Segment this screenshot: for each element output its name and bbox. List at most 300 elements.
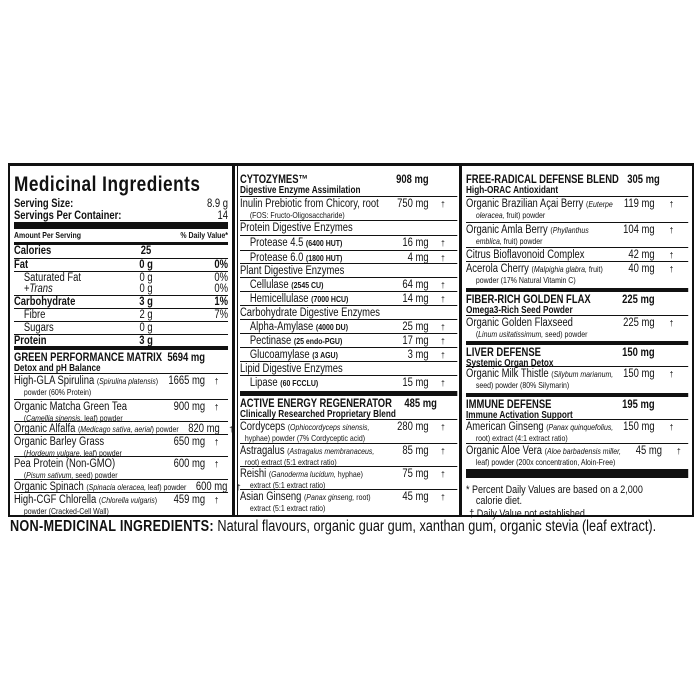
text-segment: Spinacia oleracea, (88, 482, 147, 492)
ingredient-amount: 45 mg (635, 445, 662, 457)
nutrient-amount: 3 g (139, 335, 153, 347)
ingredient-name (14, 402, 164, 413)
blend-amount: 150 mg (622, 347, 655, 359)
nutrient-daily-value: 0% (214, 259, 229, 271)
ingredient-amount: 750 mg (397, 198, 429, 210)
ingredient-amount: 45 mg (402, 491, 429, 503)
ingredient-row (240, 251, 457, 264)
footnote-line: * Percent Daily Values are based on a 2,000 (466, 484, 643, 496)
ingredient-detail (14, 506, 164, 516)
text-segment: Citrus Bioflavonoid Complex (466, 249, 585, 261)
nutrient-amount: 25 (140, 245, 152, 257)
text-segment: ( (77, 424, 81, 434)
blend-amount: 195 mg (622, 399, 655, 411)
ingredient-amount: 4 mg (407, 252, 429, 264)
nutrient-amount: 0 g (139, 259, 153, 271)
ingredient-name-block (466, 199, 614, 222)
column-divider (237, 166, 238, 515)
ingredient-detail (466, 380, 614, 390)
ingredient-detail (466, 433, 614, 443)
blend-subtitle: Systemic Organ Detox (466, 358, 554, 369)
text-segment: powder (Cracked-Cell Wall) (23, 506, 109, 516)
nutrition-row (14, 259, 228, 272)
ingredient-amount: 25 mg (402, 321, 429, 333)
nutrition-row (14, 245, 228, 259)
ingredient-row (240, 334, 457, 348)
ingredient-row (14, 493, 228, 514)
ingredient-detail: (3 AGU) (312, 350, 338, 360)
ingredient-row (14, 400, 228, 422)
dagger-mark: † (669, 319, 674, 328)
ingredient-row (14, 435, 228, 457)
spacer (655, 400, 689, 421)
ingredient-name-block (14, 437, 164, 458)
text-segment: Organic Milk Thistle (466, 368, 552, 380)
text-segment: Panax quinquefolius, (548, 422, 614, 432)
ingredient-name (14, 424, 179, 435)
text-segment: hyphae) (335, 469, 363, 479)
divider-bar (14, 222, 228, 229)
dagger-mark: † (441, 351, 445, 360)
text-segment: Phyllanthus (552, 225, 589, 235)
ingredient-amount: 150 mg (623, 421, 655, 433)
blend-name-block (14, 353, 164, 374)
nutrient-name: +Trans (23, 283, 53, 295)
dagger-mark: † (441, 200, 445, 209)
ingredient-amount: 459 mg (173, 494, 206, 506)
ingredient-row (466, 248, 688, 262)
enzyme-group-heading: Plant Digestive Enzymes (240, 264, 457, 278)
text-segment: Acerola Cherry (466, 263, 532, 275)
ingredient-amount: 3 mg (407, 349, 429, 361)
ingredient-amount: 17 mg (402, 335, 429, 347)
serving-value: 14 (217, 210, 229, 222)
blend-name-block (240, 399, 396, 420)
text-segment: Linum usitatissimum, (478, 329, 544, 339)
ingredient-name (240, 469, 388, 480)
text-segment: ( (475, 329, 479, 339)
ingredient-name (240, 446, 388, 457)
dagger-mark: † (229, 425, 233, 434)
ingredient-row (466, 316, 688, 341)
text-segment: powder (17% Natural Vitamin C) (475, 275, 576, 285)
spacer (655, 295, 689, 316)
ingredient-name (240, 253, 388, 264)
ingredient-row (240, 292, 457, 306)
serving-info-row (14, 198, 228, 210)
blend-amount: 225 mg (622, 294, 655, 306)
ingredient-name-block (466, 422, 614, 443)
ingredient-name (466, 250, 614, 261)
ingredient-name (466, 225, 614, 236)
ingredient-name-block (240, 378, 388, 391)
column-nutrition-green-matrix (14, 168, 241, 516)
spacer (429, 175, 458, 196)
text-segment: fruit) powder (501, 236, 543, 246)
ingredient-name-block (14, 482, 186, 493)
text-segment: ( (23, 448, 27, 458)
nutrient-daily-value: 0% (214, 272, 229, 284)
ingredient-name-block (466, 264, 614, 288)
text-segment: Cordyceps (240, 421, 288, 433)
text-segment: ( (303, 492, 307, 502)
ingredient-name-block (466, 318, 614, 341)
text-segment: seed) powder (73, 470, 118, 480)
ingredient-name-block (14, 424, 179, 435)
nutrient-daily-value: 7% (214, 309, 229, 321)
ingredient-detail: (25 endo-PGU) (293, 336, 343, 346)
nutrient-amount: 0 g (139, 283, 153, 295)
text-segment: leaf) powder (82, 413, 123, 423)
ingredient-name (466, 369, 614, 380)
text-segment: ( (86, 482, 89, 492)
text-segment: ( (268, 469, 272, 479)
text-segment: Organic Spinach (14, 481, 87, 493)
text-segment: Organic Alfalfa (14, 423, 78, 435)
blend-name: FIBER-RICH GOLDEN FLAX (466, 294, 591, 306)
text-segment: ( (23, 470, 27, 480)
ingredient-amount: 280 mg (397, 421, 429, 433)
blend-header (14, 350, 228, 374)
ingredient-name (466, 264, 614, 275)
text-segment: Euterpe (588, 199, 613, 209)
text-segment: Chlorella vulgaris (101, 495, 155, 505)
ingredient-row (14, 374, 228, 400)
ingredient-name-block (240, 322, 388, 333)
blend-subtitle: High-ORAC Antioxidant (466, 185, 559, 196)
amount-header-row (14, 229, 228, 242)
ingredient-name (240, 350, 388, 361)
ingredient-name-block (240, 350, 388, 361)
dagger-mark: † (441, 470, 445, 479)
dagger-mark: † (441, 447, 445, 456)
dagger-mark: † (441, 323, 445, 332)
text-segment: Pisum sativum, (26, 470, 74, 480)
text-segment: hyphae) powder (7% Cordyceptic acid) (244, 433, 366, 443)
medicinal-ingredients-panel (8, 163, 694, 520)
blend-subtitle: Clinically Researched Proprietary Blend (240, 409, 396, 420)
nutrition-row (14, 272, 228, 283)
enzyme-group-heading: Carbohydrate Digestive Enzymes (240, 306, 457, 320)
ingredient-name-block (240, 336, 388, 347)
ingredient-amount: 119 mg (623, 198, 655, 210)
text-segment: leaf) powder (200x concentration, Aloin-Free) (475, 457, 616, 467)
ingredient-amount: 104 mg (623, 224, 655, 236)
ingredient-amount: 16 mg (402, 237, 429, 249)
ingredient-label: Protease 4.5 (249, 237, 306, 249)
ingredient-amount: 650 mg (173, 436, 206, 448)
text-segment: seed) powder (543, 329, 588, 339)
nutrient-name: Carbohydrate (14, 296, 76, 308)
ingredient-row (14, 457, 228, 480)
ingredient-name-block (466, 250, 614, 261)
nutrition-row (14, 283, 228, 296)
blend-header (466, 397, 688, 420)
enzyme-group-heading: Protein Digestive Enzymes (240, 221, 457, 236)
ingredient-name-block (240, 469, 388, 490)
text-segment: oleracea, (475, 210, 505, 220)
text-segment: root) extract (5:1 extract ratio) (244, 457, 337, 467)
blend-amount: 908 mg (396, 174, 429, 186)
ingredient-name-block (240, 238, 388, 250)
dagger-mark: † (669, 200, 674, 209)
ingredient-name (466, 199, 614, 210)
text-segment: ( (287, 422, 291, 432)
ingredient-name (240, 422, 388, 433)
dagger-mark: † (236, 483, 241, 492)
nutrient-name: Fibre (23, 309, 46, 321)
dagger-mark: † (214, 496, 219, 505)
blend-amount: 305 mg (627, 174, 660, 186)
ingredient-row (240, 197, 457, 221)
ingredient-row (240, 376, 457, 391)
nutrition-row (14, 335, 228, 346)
text-segment: ( (96, 376, 100, 386)
nutrient-name: Fat (14, 259, 29, 271)
ingredient-name-block (466, 225, 614, 247)
ingredient-row (466, 420, 688, 444)
blend-amount: 485 mg (404, 398, 437, 410)
ingredient-name-block (14, 459, 164, 480)
text-segment: ( (546, 422, 549, 432)
ingredient-amount: 64 mg (402, 279, 429, 291)
text-segment: Reishi (240, 468, 269, 480)
blend-name-block (466, 295, 614, 316)
spacer (660, 175, 694, 196)
text-segment: Organic Golden Flaxseed (466, 317, 573, 329)
ingredient-row (466, 197, 688, 223)
text-segment: ( (550, 225, 553, 235)
ingredient-detail (466, 210, 614, 220)
column-cytozymes-energy (240, 168, 457, 515)
ingredient-name-block (240, 446, 388, 467)
dagger-mark: † (441, 493, 445, 502)
text-segment: extract (5:1 extract ratio) (249, 503, 326, 513)
non-medicinal-label: NON-MEDICINAL INGREDIENTS: (10, 518, 214, 535)
text-segment: seed) powder (80% Silymarin) (475, 380, 570, 390)
ingredient-amount: 1665 mg (168, 375, 206, 387)
blend-name: CYTOZYMES™ (240, 174, 308, 186)
ingredient-name-block (240, 422, 388, 443)
ingredient-detail: (4000 DU) (315, 322, 349, 332)
dagger-mark: † (669, 226, 674, 235)
blend-header (466, 292, 688, 316)
nutrient-daily-value: 0% (214, 283, 229, 295)
ingredient-amount: 600 mg (195, 481, 228, 493)
ingredient-detail (466, 236, 614, 246)
ingredient-detail (14, 387, 164, 397)
ingredient-row (466, 444, 688, 469)
non-medicinal-ingredients (10, 518, 656, 536)
blend-name-block (466, 348, 614, 369)
ingredient-label: Hemicellulase (249, 293, 312, 305)
spacer (655, 348, 689, 369)
ingredient-name-block (14, 402, 164, 423)
non-medicinal-text: Natural flavours, organic guar gum, xanthan gum, organic stevia (leaf extract). (213, 518, 657, 535)
ingredient-amount: 600 mg (173, 458, 206, 470)
text-segment: Malpighia glabra, (533, 264, 587, 274)
ingredient-label: Cellulase (249, 279, 292, 291)
ingredient-name (14, 437, 164, 448)
dagger-mark: † (441, 379, 445, 388)
ingredient-amount: 15 mg (402, 377, 429, 389)
text-segment: leaf) powder (81, 448, 122, 458)
ingredient-row (466, 223, 688, 248)
ingredient-row (14, 422, 233, 435)
ingredient-name (240, 280, 388, 291)
dagger-mark: † (441, 254, 445, 263)
ingredient-name-block (14, 495, 164, 516)
ingredient-name (14, 376, 164, 387)
ingredient-name (240, 378, 388, 389)
text-segment: ( (98, 495, 102, 505)
serving-info-row (14, 210, 228, 222)
dagger-mark: † (214, 438, 219, 447)
blend-subtitle: Immune Activation Support (466, 410, 573, 421)
nutrient-amount: 3 g (139, 296, 153, 308)
ingredient-name-block (240, 199, 388, 220)
ingredient-row (240, 236, 457, 251)
text-segment: fruit) powder (504, 210, 546, 220)
ingredient-detail (14, 413, 164, 423)
dagger-mark: † (676, 447, 681, 456)
text-segment: Asian Ginseng (240, 491, 304, 503)
footnote-line: calorie diet. (475, 495, 522, 507)
text-segment: emblica, (475, 236, 502, 246)
ingredient-detail (466, 329, 614, 339)
panel-title: Medicinal Ingredients (14, 173, 201, 196)
text-segment: Ophiocordyceps sinensis, (290, 422, 370, 432)
footnote-line: † Daily Value not established. (469, 508, 588, 520)
text-segment: Organic Brazilian Açai Berry (466, 198, 587, 210)
ingredient-detail: (60 FCCLU) (280, 378, 319, 388)
ingredient-amount: 42 mg (628, 249, 655, 261)
ingredient-row (240, 420, 457, 444)
blend-header (466, 168, 688, 197)
text-segment: High-CGF Chlorella (14, 494, 99, 506)
text-segment: Organic Aloe Vera (466, 445, 545, 457)
ingredient-detail (466, 275, 614, 285)
ingredient-row (240, 320, 457, 334)
text-segment: Ganoderma lucidum, (271, 469, 336, 479)
text-segment: Organic Amla Berry (466, 224, 551, 236)
text-segment: Hordeum vulgare, (26, 448, 82, 458)
ingredient-name (14, 482, 186, 493)
nutrient-daily-value (155, 322, 228, 335)
blend-name-block (240, 175, 388, 196)
column-divider (232, 166, 235, 515)
blend-header (240, 396, 457, 420)
dagger-mark: † (669, 370, 674, 379)
ingredient-name (240, 238, 388, 249)
ingredient-row (240, 444, 457, 467)
blend-name: ACTIVE ENERGY REGENERATOR (240, 398, 392, 410)
ingredient-label: Protease 6.0 (249, 252, 306, 264)
ingredient-name-block (14, 376, 164, 399)
text-segment: ) (154, 495, 158, 505)
nutrient-name: Calories (14, 245, 52, 257)
blend-name: IMMUNE DEFENSE (466, 399, 552, 411)
text-segment: American Ginseng (466, 421, 547, 433)
blend-header (240, 168, 457, 197)
amount-per-serving-label: Amount Per Serving (14, 230, 82, 240)
text-segment: Panax ginseng, (306, 492, 355, 502)
ingredient-name-block (466, 369, 614, 393)
text-segment: Inulin Prebiotic from Chicory, root (240, 198, 379, 210)
text-segment: Pea Protein (Non-GMO) (14, 458, 116, 470)
text-segment: ) (155, 376, 159, 386)
blend-subtitle: Digestive Enzyme Assimilation (240, 185, 361, 196)
text-segment: Organic Matcha Green Tea (14, 401, 128, 413)
ingredient-detail: (7000 HCU) (311, 294, 349, 304)
text-segment: Astragalus membranaceus, (289, 446, 375, 456)
serving-value: 8.9 g (207, 198, 229, 210)
nutrient-daily-value: 1% (214, 296, 229, 308)
text-segment: ( (586, 199, 589, 209)
text-segment: fruit) (586, 264, 603, 274)
ingredient-name (240, 199, 388, 210)
ingredient-detail (466, 457, 621, 467)
ingredient-name (240, 492, 388, 503)
dagger-mark: † (669, 251, 674, 260)
ingredient-detail: (2545 CU) (291, 280, 324, 290)
text-segment: Organic Barley Grass (14, 436, 105, 448)
ingredient-detail (240, 457, 388, 467)
ingredient-label: Glucoamylase (249, 349, 313, 361)
text-segment: powder (60% Protein) (23, 387, 92, 397)
serving-label: Servings Per Container: (14, 210, 122, 222)
ingredient-detail (14, 448, 164, 458)
text-segment: ( (551, 369, 554, 379)
nutrition-row (14, 296, 228, 309)
footnotes (466, 478, 688, 520)
ingredient-name (240, 336, 388, 347)
blend-name: FREE-RADICAL DEFENSE BLEND (466, 174, 619, 186)
enzyme-group-heading: Lipid Digestive Enzymes (240, 362, 457, 376)
ingredient-amount: 820 mg (188, 423, 220, 435)
daily-value-label: % Daily Value* (180, 230, 229, 240)
ingredient-row (14, 480, 241, 493)
ingredient-amount: 225 mg (623, 317, 655, 329)
text-segment: (FOS: Fructo-Oligosaccharide) (249, 210, 345, 220)
text-segment: Astragalus (240, 445, 288, 457)
blend-name: GREEN PERFORMANCE MATRIX (14, 352, 163, 364)
ingredient-name-block (466, 446, 621, 469)
dagger-mark: † (441, 337, 445, 346)
nutrient-amount: 0 g (139, 272, 153, 284)
ingredient-detail: (6400 HUT) (305, 238, 343, 248)
ingredient-amount: 14 mg (402, 293, 429, 305)
dagger-mark: † (441, 423, 445, 432)
blend-subtitle: Omega3-Rich Seed Powder (466, 305, 573, 316)
text-segment: Aloe barbadensis miller, (546, 446, 621, 456)
nutrient-amount: 0 g (139, 322, 153, 334)
ingredient-row (466, 262, 688, 288)
ingredient-name (14, 495, 164, 506)
ingredient-detail (240, 210, 388, 220)
text-segment: leaf) powder (146, 482, 187, 492)
nutrient-daily-value (155, 335, 228, 348)
blend-header (466, 345, 688, 367)
column-antioxidant-defense (466, 168, 688, 520)
text-segment: root) (354, 492, 371, 502)
dagger-mark: † (441, 239, 445, 248)
ingredient-row (240, 467, 457, 490)
dagger-mark: † (441, 295, 445, 304)
dagger-mark: † (441, 281, 445, 290)
ingredient-row (240, 490, 457, 515)
dagger-mark: † (669, 265, 674, 274)
